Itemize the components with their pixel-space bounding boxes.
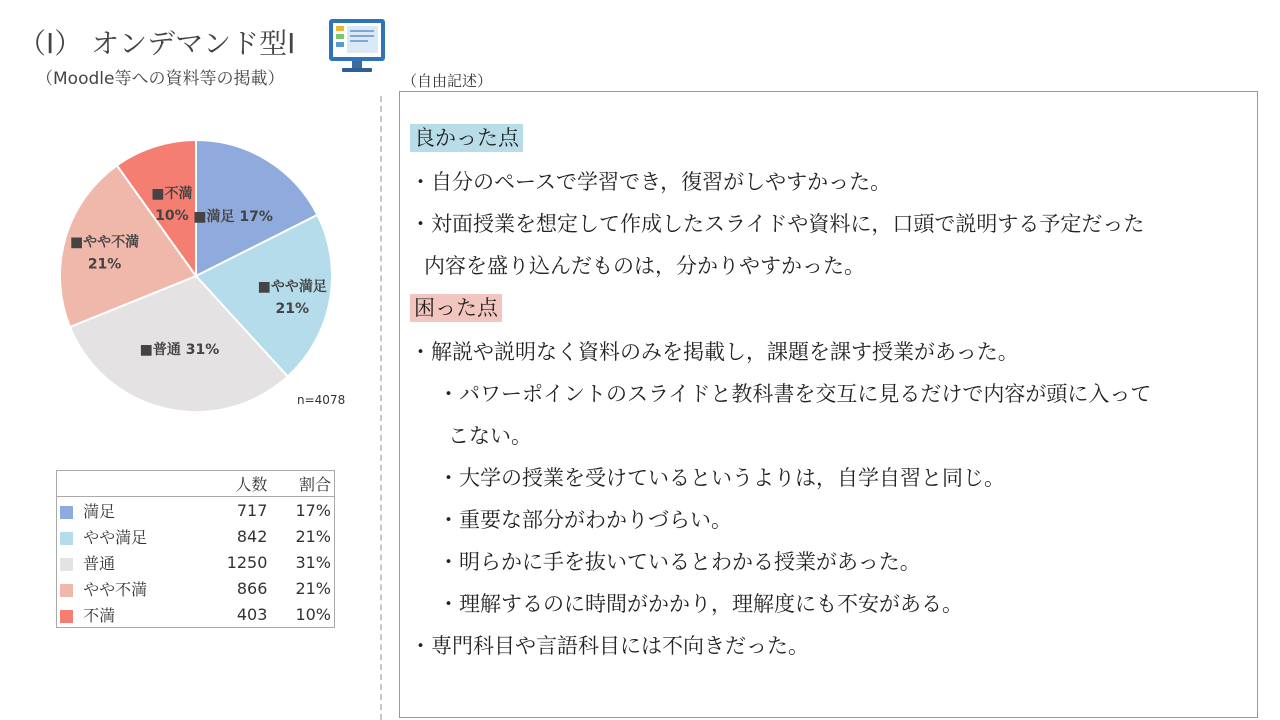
table-header-percent: 割合 — [270, 471, 334, 497]
table-header-category — [57, 471, 200, 497]
pie-slice-label: ■普通 31% — [139, 341, 220, 358]
good-point-item: 内容を盛り込んだものは，分かりやすかった。 — [424, 254, 865, 278]
good-point-item: ・自分のペースで学習でき，復習がしやすかった。 — [410, 170, 892, 194]
pie-slice-label: ■やや不満 21% — [69, 234, 140, 273]
table-row — [57, 497, 335, 524]
table-row — [57, 601, 335, 628]
table-row-label: 満足 — [83, 501, 116, 521]
bad-point-item: ・パワーポイントのスライドと教科書を交互に見るだけで内容が頭に入って — [438, 382, 1152, 406]
legend-swatch — [60, 532, 73, 545]
bad-point-item: ・大学の授業を受けているというよりは，自学自習と同じ。 — [438, 466, 1005, 490]
satisfaction-table — [56, 470, 335, 628]
vertical-divider — [380, 96, 382, 720]
pie-slice-label: ■満足 17% — [193, 208, 273, 225]
free-text-label: （自由記述） — [402, 72, 493, 90]
table-row-count: 403 — [236, 604, 268, 624]
bad-point-item: ・明らかに手を抜いているとわかる授業があった。 — [438, 550, 921, 574]
computer-monitor-icon — [328, 18, 386, 74]
legend-swatch — [60, 558, 73, 571]
table-row-percent: 10% — [295, 604, 331, 624]
table-header-count: 人数 — [199, 471, 270, 497]
table-header-row — [57, 471, 335, 497]
bad-point-item: こない。 — [448, 424, 532, 448]
legend-swatch — [60, 610, 73, 623]
page-title: （Ⅰ） オンデマンド型Ⅰ — [18, 27, 296, 60]
table-row-percent: 21% — [295, 526, 331, 546]
free-text-box — [399, 91, 1258, 718]
table-row — [57, 523, 335, 549]
table-row-label: やや不満 — [83, 579, 148, 599]
table-row-count: 866 — [236, 578, 268, 598]
table-row-count: 717 — [236, 500, 268, 520]
good-point-item: ・対面授業を想定して作成したスライドや資料に，口頭で説明する予定だった — [410, 212, 1145, 236]
table-row — [57, 549, 335, 575]
satisfaction-pie-chart — [50, 130, 350, 420]
bad-point-item: ・解説や説明なく資料のみを掲載し，課題を課す授業があった。 — [410, 340, 1019, 364]
good-points-heading: 良かった点 — [410, 124, 523, 152]
pie-slice-label: ■不満 10% — [151, 185, 193, 224]
bad-point-item: ・重要な部分がわかりづらい。 — [438, 508, 732, 532]
pie-slice-label: ■やや満足 21% — [257, 278, 327, 317]
table-row-count: 842 — [236, 526, 268, 546]
table-row-label: 普通 — [83, 553, 116, 573]
sample-size-label: n=4078 — [297, 393, 346, 407]
table-row-count: 1250 — [226, 552, 268, 572]
bad-points-heading: 困った点 — [410, 294, 502, 322]
table-row-label: 不満 — [83, 605, 116, 625]
legend-swatch — [60, 584, 73, 597]
legend-swatch — [60, 506, 73, 519]
table-row-percent: 17% — [295, 500, 331, 520]
table-row — [57, 575, 335, 601]
table-row-percent: 31% — [295, 552, 331, 572]
table-row-percent: 21% — [295, 578, 331, 598]
bad-point-item: ・理解するのに時間がかかり，理解度にも不安がある。 — [438, 592, 963, 616]
bad-point-item: ・専門科目や言語科目には不向きだった。 — [410, 634, 809, 658]
table-row-label: やや満足 — [83, 527, 148, 547]
page-subtitle: （Moodle等への資料等の掲載） — [36, 69, 285, 89]
